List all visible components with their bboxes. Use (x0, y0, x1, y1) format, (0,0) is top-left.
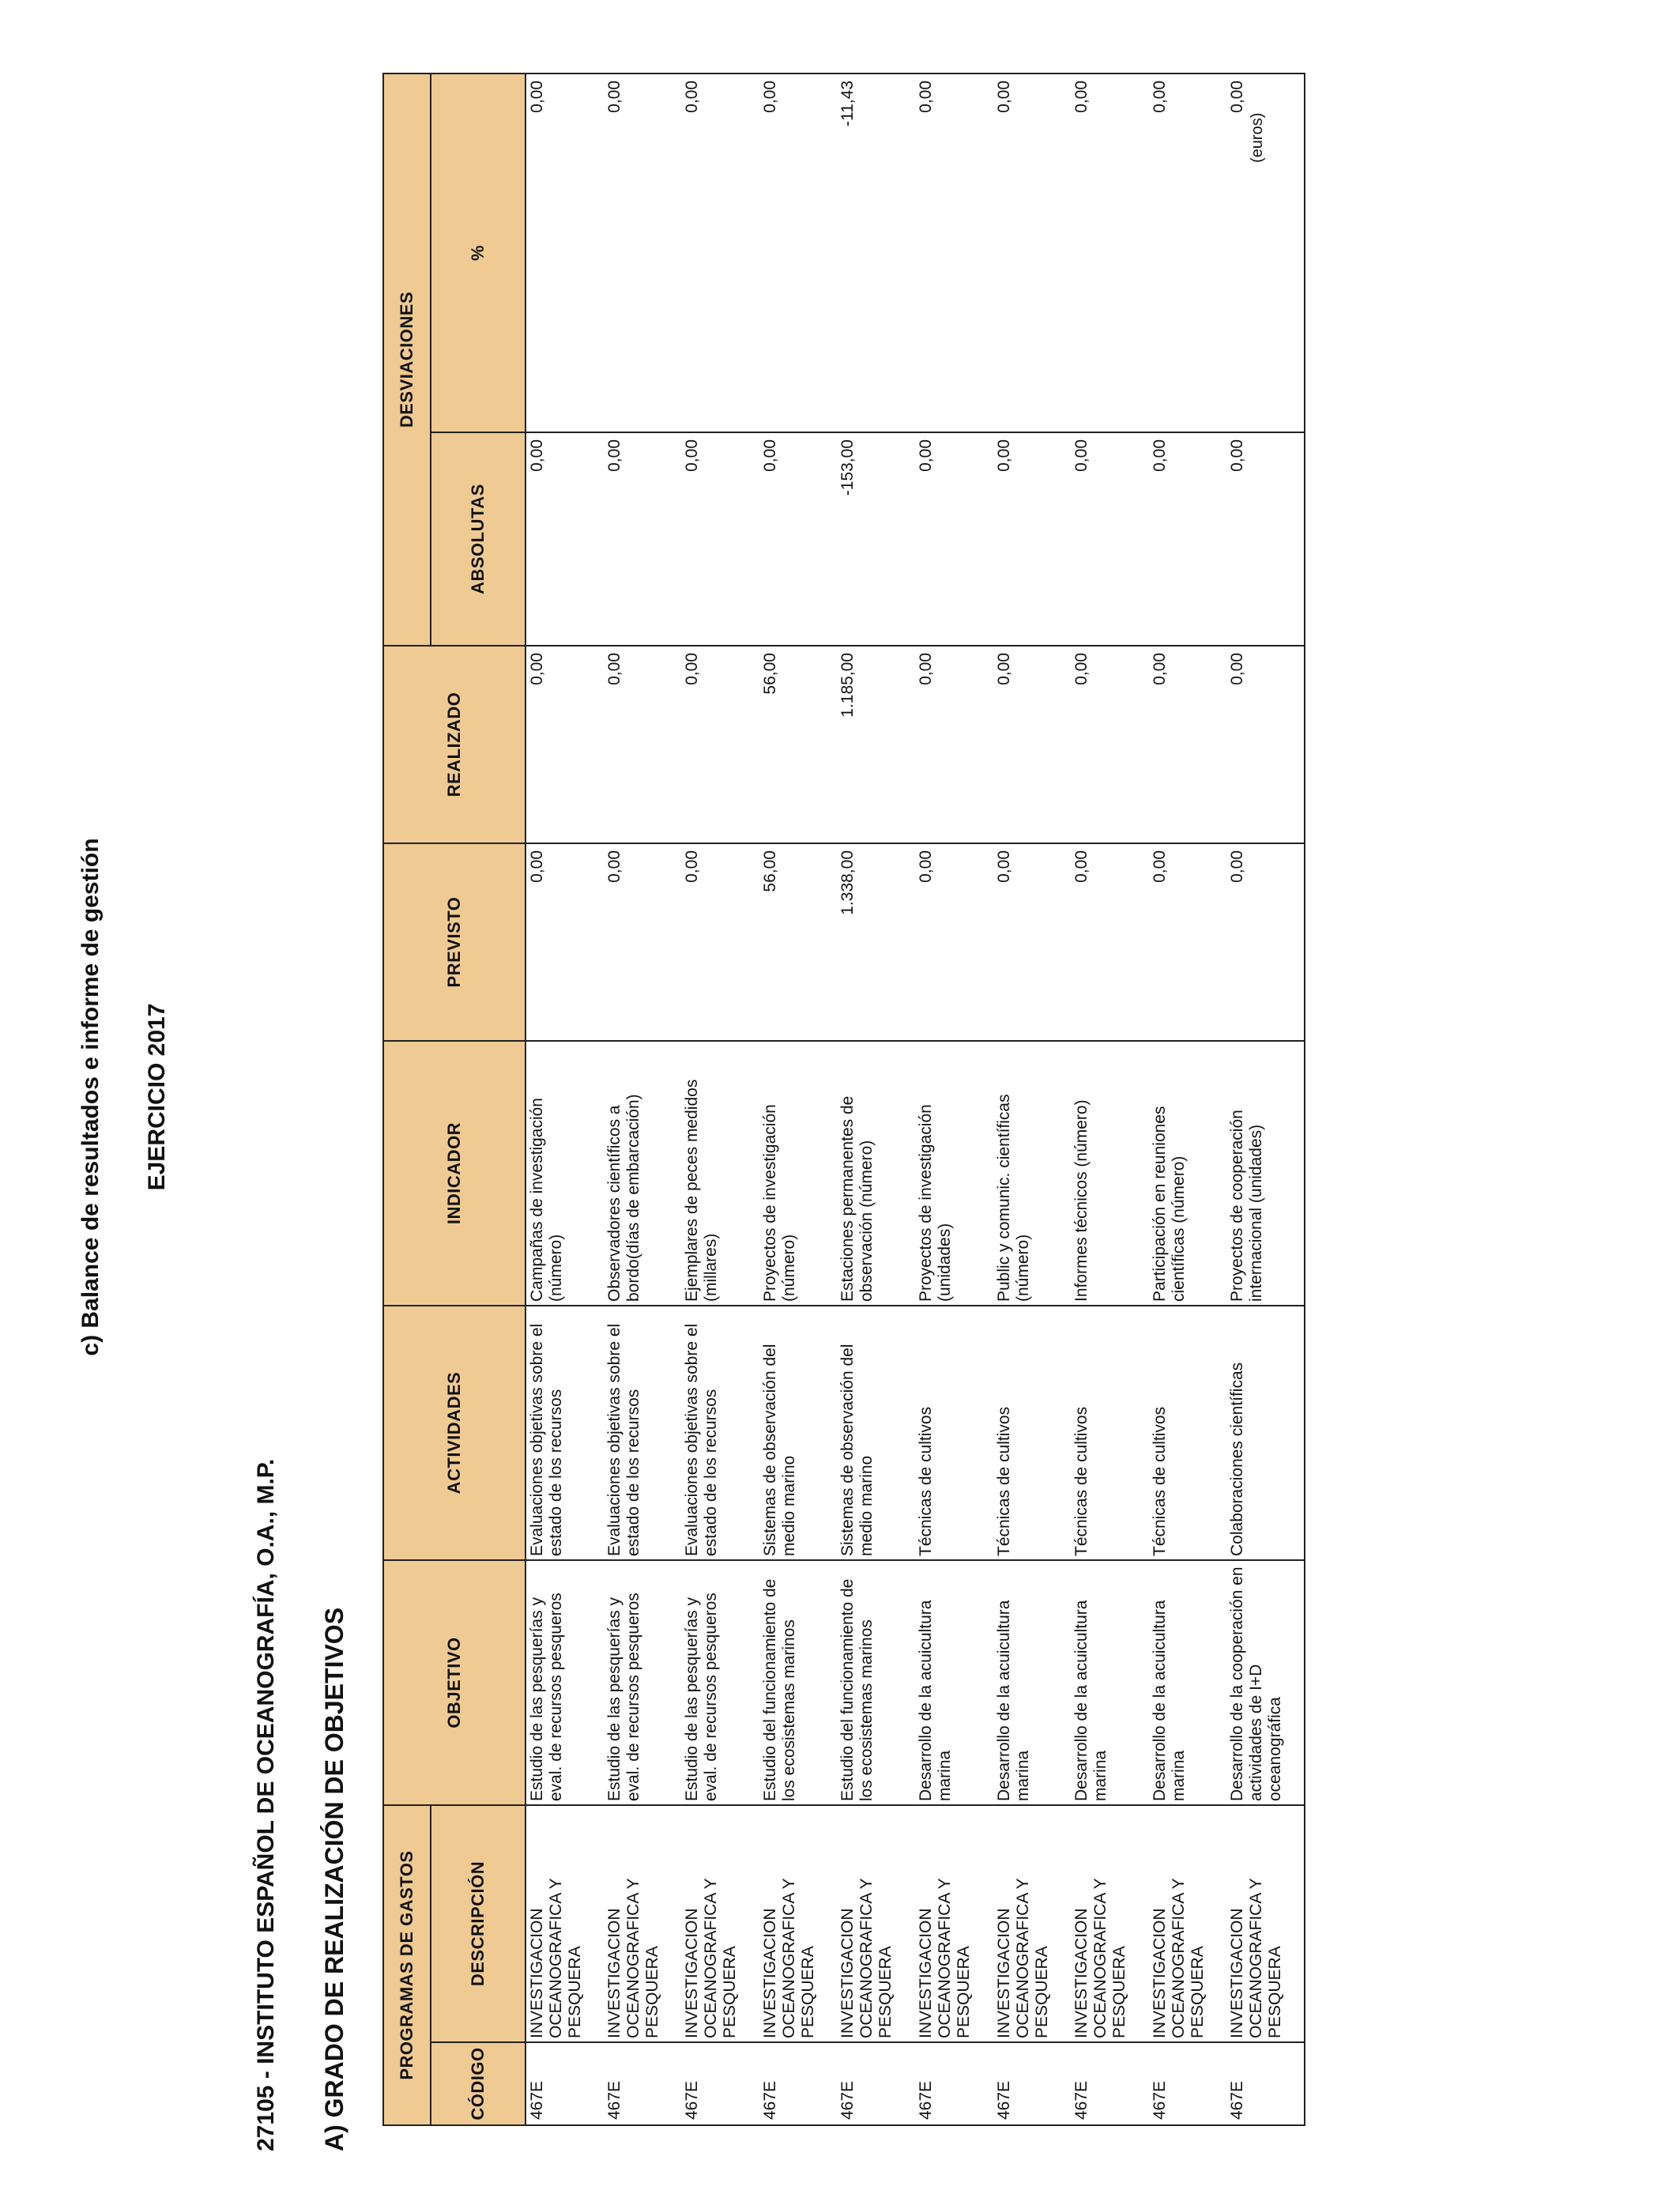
cell-realizado: 0,00 (604, 646, 682, 843)
cell-absolutas: 0,00 (759, 432, 838, 646)
cell-absolutas: 0,00 (1226, 432, 1305, 646)
cell-codigo: 467E (1226, 2042, 1305, 2125)
cell-indicador: Proyectos de cooperación internacional (unidades) (1226, 1041, 1305, 1306)
cell-codigo: 467E (837, 2042, 915, 2125)
cell-objetivo: Estudio de las pesquerías y eval. de recursos pesqueros (525, 1560, 604, 1805)
cell-descripcion: INVESTIGACION OCEANOGRAFICA Y PESQUERA (1071, 1805, 1149, 2042)
table-row (1226, 74, 1305, 2125)
cell-previsto: 0,00 (993, 843, 1072, 1041)
currency-note: (euros) (1249, 112, 1266, 163)
cell-absolutas: 0,00 (1071, 432, 1149, 646)
header-previsto: PREVISTO (383, 843, 525, 1041)
cell-absolutas: 0,00 (604, 432, 682, 646)
table-row (759, 74, 838, 2125)
cell-absolutas: -153,00 (837, 432, 915, 646)
fiscal-year: EJERCICIO 2017 (144, 1003, 170, 1191)
cell-previsto: 0,00 (1149, 843, 1227, 1041)
header-descripcion: DESCRIPCIÓN (431, 1805, 525, 2042)
cell-previsto: 0,00 (915, 843, 993, 1041)
cell-porcentaje: 0,00 (681, 74, 759, 432)
cell-actividades: Sistemas de observación del medio marino (759, 1306, 838, 1560)
cell-actividades: Evaluaciones objetivas sobre el estado de los recursos (681, 1306, 759, 1560)
cell-realizado: 0,00 (1149, 646, 1227, 843)
cell-codigo: 467E (525, 2042, 604, 2125)
cell-codigo: 467E (604, 2042, 682, 2125)
cell-descripcion: INVESTIGACION OCEANOGRAFICA Y PESQUERA (837, 1805, 915, 2042)
header-absolutas: ABSOLUTAS (431, 432, 525, 646)
cell-descripcion: INVESTIGACION OCEANOGRAFICA Y PESQUERA (525, 1805, 604, 2042)
cell-actividades: Técnicas de cultivos (1071, 1306, 1149, 1560)
table-row (525, 74, 604, 2125)
cell-previsto: 0,00 (604, 843, 682, 1041)
document-title: c) Balance de resultados e informe de gestión (77, 838, 104, 1356)
cell-actividades: Evaluaciones objetivas sobre el estado de los recursos (525, 1306, 604, 1560)
cell-objetivo: Desarrollo de la acuicultura marina (1149, 1560, 1227, 1805)
table-row (1071, 74, 1149, 2125)
table-row (1149, 74, 1227, 2125)
section-title: A) GRADO DE REALIZACIÓN DE OBJETIVOS (320, 1607, 348, 2151)
cell-actividades: Técnicas de cultivos (1149, 1306, 1227, 1560)
cell-absolutas: 0,00 (525, 432, 604, 646)
cell-previsto: 0,00 (525, 843, 604, 1041)
cell-descripcion: INVESTIGACION OCEANOGRAFICA Y PESQUERA (759, 1805, 838, 2042)
group-header-programas: PROGRAMAS DE GASTOS (383, 1805, 431, 2125)
cell-actividades: Técnicas de cultivos (915, 1306, 993, 1560)
cell-realizado: 0,00 (681, 646, 759, 843)
cell-actividades: Evaluaciones objetivas sobre el estado de los recursos (604, 1306, 682, 1560)
group-header-desviaciones: DESVIACIONES (383, 74, 431, 646)
cell-descripcion: INVESTIGACION OCEANOGRAFICA Y PESQUERA (604, 1805, 682, 2042)
cell-codigo: 467E (681, 2042, 759, 2125)
cell-previsto: 0,00 (1071, 843, 1149, 1041)
cell-indicador: Participación en reuniones científicas (número) (1149, 1041, 1227, 1306)
cell-realizado: 0,00 (525, 646, 604, 843)
cell-actividades: Sistemas de observación del medio marino (837, 1306, 915, 1560)
cell-porcentaje: 0,00 (1071, 74, 1149, 432)
cell-porcentaje: 0,00 (604, 74, 682, 432)
cell-actividades: Colaboraciones científicas (1226, 1306, 1305, 1560)
cell-objetivo: Desarrollo de la acuicultura marina (993, 1560, 1072, 1805)
entity-name: 27105 - INSTITUTO ESPAÑOL DE OCEANOGRAFÍA, O.A., M.P. (253, 1458, 279, 2151)
cell-porcentaje: 0,00 (915, 74, 993, 432)
cell-objetivo: Desarrollo de la cooperación en actividades de I+D oceanográfica (1226, 1560, 1305, 1805)
cell-descripcion: INVESTIGACION OCEANOGRAFICA Y PESQUERA (1226, 1805, 1305, 2042)
cell-descripcion: INVESTIGACION OCEANOGRAFICA Y PESQUERA (993, 1805, 1072, 2042)
cell-previsto: 56,00 (759, 843, 838, 1041)
cell-absolutas: 0,00 (993, 432, 1072, 646)
cell-realizado: 56,00 (759, 646, 838, 843)
cell-codigo: 467E (1071, 2042, 1149, 2125)
cell-indicador: Observadores científicos a bordo(días de embarcación) (604, 1041, 682, 1306)
cell-indicador: Ejemplares de peces medidos (millares) (681, 1041, 759, 1306)
cell-realizado: 0,00 (1226, 646, 1305, 843)
cell-previsto: 1.338,00 (837, 843, 915, 1041)
header-objetivo: OBJETIVO (383, 1560, 525, 1805)
cell-codigo: 467E (1149, 2042, 1227, 2125)
cell-porcentaje: 0,00 (525, 74, 604, 432)
cell-absolutas: 0,00 (915, 432, 993, 646)
cell-codigo: 467E (915, 2042, 993, 2125)
cell-absolutas: 0,00 (681, 432, 759, 646)
table-row (681, 74, 759, 2125)
cell-codigo: 467E (759, 2042, 838, 2125)
cell-indicador: Proyectos de investigación (número) (759, 1041, 838, 1306)
cell-objetivo: Estudio de las pesquerías y eval. de recursos pesqueros (681, 1560, 759, 1805)
cell-indicador: Campañas de investigación (número) (525, 1041, 604, 1306)
cell-objetivo: Desarrollo de la acuicultura marina (1071, 1560, 1149, 1805)
cell-indicador: Estaciones permanentes de observación (número) (837, 1041, 915, 1306)
cell-porcentaje: -11,43 (837, 74, 915, 432)
cell-descripcion: INVESTIGACION OCEANOGRAFICA Y PESQUERA (681, 1805, 759, 2042)
header-indicador: INDICADOR (383, 1041, 525, 1306)
table-row (915, 74, 993, 2125)
cell-indicador: Proyectos de investigación (unidades) (915, 1041, 993, 1306)
cell-porcentaje: 0,00 (1226, 74, 1305, 432)
cell-porcentaje: 0,00 (1149, 74, 1227, 432)
header-realizado: REALIZADO (383, 646, 525, 843)
header-actividades: ACTIVIDADES (383, 1306, 525, 1560)
objectives-table (382, 73, 1305, 2126)
cell-realizado: 1.185,00 (837, 646, 915, 843)
table-row (993, 74, 1072, 2125)
cell-codigo: 467E (993, 2042, 1072, 2125)
cell-previsto: 0,00 (1226, 843, 1305, 1041)
header-codigo: CÓDIGO (431, 2042, 525, 2125)
cell-realizado: 0,00 (1071, 646, 1149, 843)
cell-realizado: 0,00 (993, 646, 1072, 843)
cell-indicador: Public y comunic. científicas (número) (993, 1041, 1072, 1306)
table-row (837, 74, 915, 2125)
cell-objetivo: Estudio del funcionamiento de los ecosistemas marinos (837, 1560, 915, 1805)
table-row (604, 74, 682, 2125)
cell-actividades: Técnicas de cultivos (993, 1306, 1072, 1560)
cell-objetivo: Estudio de las pesquerías y eval. de recursos pesqueros (604, 1560, 682, 1805)
cell-indicador: Informes técnicos (número) (1071, 1041, 1149, 1306)
cell-porcentaje: 0,00 (993, 74, 1072, 432)
cell-objetivo: Desarrollo de la acuicultura marina (915, 1560, 993, 1805)
cell-descripcion: INVESTIGACION OCEANOGRAFICA Y PESQUERA (915, 1805, 993, 2042)
cell-descripcion: INVESTIGACION OCEANOGRAFICA Y PESQUERA (1149, 1805, 1227, 2042)
cell-previsto: 0,00 (681, 843, 759, 1041)
header-porcentaje: % (431, 74, 525, 432)
cell-porcentaje: 0,00 (759, 74, 838, 432)
cell-objetivo: Estudio del funcionamiento de los ecosistemas marinos (759, 1560, 838, 1805)
cell-absolutas: 0,00 (1149, 432, 1227, 646)
cell-realizado: 0,00 (915, 646, 993, 843)
